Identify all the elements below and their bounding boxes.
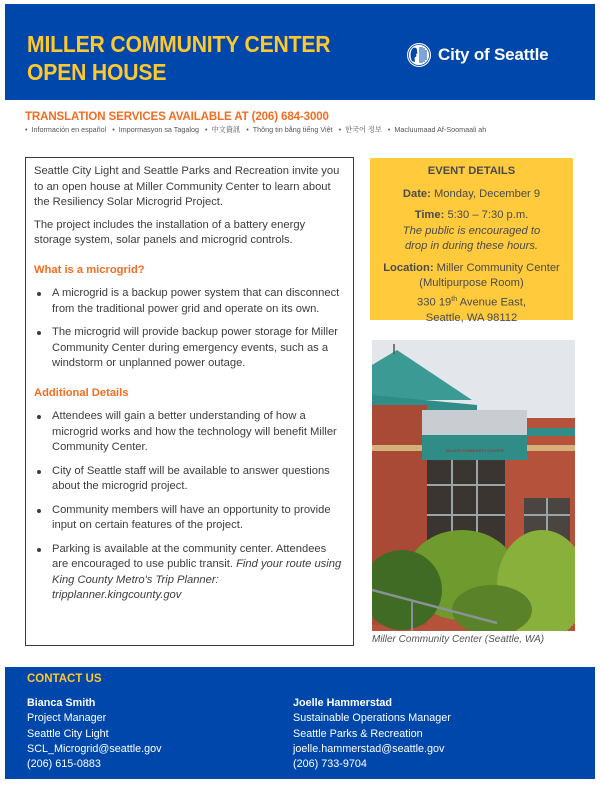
event-details-box (370, 158, 573, 324)
time-note: The public is encouraged to drop in during these hours. (402, 224, 541, 252)
contact-role: Project Manager (27, 712, 107, 725)
event-time (370, 208, 573, 255)
bullet-item: The microgrid will provide backup power storage for Miller Community Center during emergency events, such as a windstorm or unplanned power outage. (34, 325, 345, 372)
contact-phone: (206) 733-9704 (293, 758, 367, 771)
bullet-item-parking (34, 542, 345, 604)
time-value: 5:30 – 7:30 p.m. (447, 209, 529, 221)
contact-us-heading: CONTACT US (27, 673, 102, 685)
title-line-1: MILLER COMMUNITY CENTER (27, 31, 331, 57)
address-suffix: th (451, 295, 458, 303)
language-item: • Macluumaad Af-Soomaali ah (388, 125, 486, 134)
location-label: Location: (383, 261, 434, 274)
bullet-item: Community members will have an opportunity to provide input on certain features of the project. (34, 503, 345, 534)
address-number: 330 19 (417, 296, 452, 309)
language-item: • Información en español (25, 125, 106, 134)
photo-caption: Miller Community Center (Seattle, WA) (372, 634, 545, 645)
bullet-item: Attendees will gain a better understanding of how a microgrid works and how the technology will benefit Miller Community Center. (34, 409, 345, 456)
building-illustration (372, 340, 575, 631)
bullet-item: City of Seattle staff will be available to answer questions about the microgrid project. (34, 464, 345, 495)
translation-title: TRANSLATION SERVICES AVAILABLE AT (206) 684-3000 (25, 111, 329, 123)
language-item: • Thông tin bằng tiếng Việt (246, 125, 332, 134)
section-heading-microgrid: What is a microgrid? (34, 263, 145, 276)
contact-email[interactable]: SCL_Microgrid@seattle.gov (27, 742, 162, 755)
contact-name: Joelle Hammerstad (293, 697, 393, 709)
trip-planner-note: Find your route using King County Metro's Trip Planner: tripplanner.kingcounty.gov (52, 558, 342, 601)
address-street: Avenue East, (457, 296, 526, 309)
event-location (370, 261, 573, 327)
page-title (27, 30, 330, 86)
event-details-title: EVENT DETAILS (427, 165, 516, 177)
city-of-seattle-logo (406, 42, 548, 68)
details-bullet-list (34, 409, 345, 604)
event-date (370, 187, 573, 203)
main-content-box (25, 157, 354, 646)
bullet-item: A microgrid is a backup power system that can disconnect from the traditional power grid and operate on its own. (34, 286, 345, 317)
project-paragraph: The project includes the installation of a battery energy storage system, solar panels and microgrid controls. (34, 218, 306, 246)
section-heading-additional-details: Additional Details (34, 386, 129, 399)
address-city: Seattle, WA 98112 (425, 311, 518, 324)
date-label: Date: (402, 187, 431, 200)
contact-footer (5, 667, 595, 779)
parking-text: Parking is available at the community center. Attendees are encouraged to use public transit. (52, 542, 327, 570)
logo-text: City of Seattle (438, 45, 549, 64)
language-list (25, 125, 595, 135)
community-center-photo (372, 340, 575, 631)
contact-card-joelle-hammerstad (293, 696, 451, 772)
title-line-2: OPEN HOUSE (27, 59, 167, 85)
location-value: Miller Community Center (Multipurpose Room) (419, 261, 560, 289)
contact-card-bianca-smith (27, 696, 162, 772)
time-label: Time: (414, 209, 445, 221)
header-banner (5, 4, 595, 100)
contact-org: Seattle City Light (27, 727, 109, 740)
contact-email[interactable]: joelle.hammerstad@seattle.gov (293, 742, 445, 755)
contact-org: Seattle Parks & Recreation (293, 727, 423, 740)
contact-name: Bianca Smith (27, 697, 96, 709)
language-item: • 한국어 정보 (339, 125, 382, 134)
language-item: • Impormasyon sa Tagalog (112, 125, 199, 134)
intro-paragraph: Seattle City Light and Seattle Parks and Recreation invite you to an open house at Miller Community Center to learn about the Resiliency Solar Microgrid Project. (34, 165, 340, 208)
language-item: • 中文資訊 (205, 125, 240, 134)
seattle-seal-icon (406, 42, 432, 68)
contact-phone: (206) 615-0883 (27, 758, 101, 771)
svg-text:MILLER COMMUNITY CENTER: MILLER COMMUNITY CENTER (446, 448, 504, 453)
microgrid-bullet-list (34, 286, 345, 372)
date-value: Monday, December 9 (433, 187, 541, 200)
contact-role: Sustainable Operations Manager (293, 712, 451, 725)
translation-services (25, 111, 595, 135)
